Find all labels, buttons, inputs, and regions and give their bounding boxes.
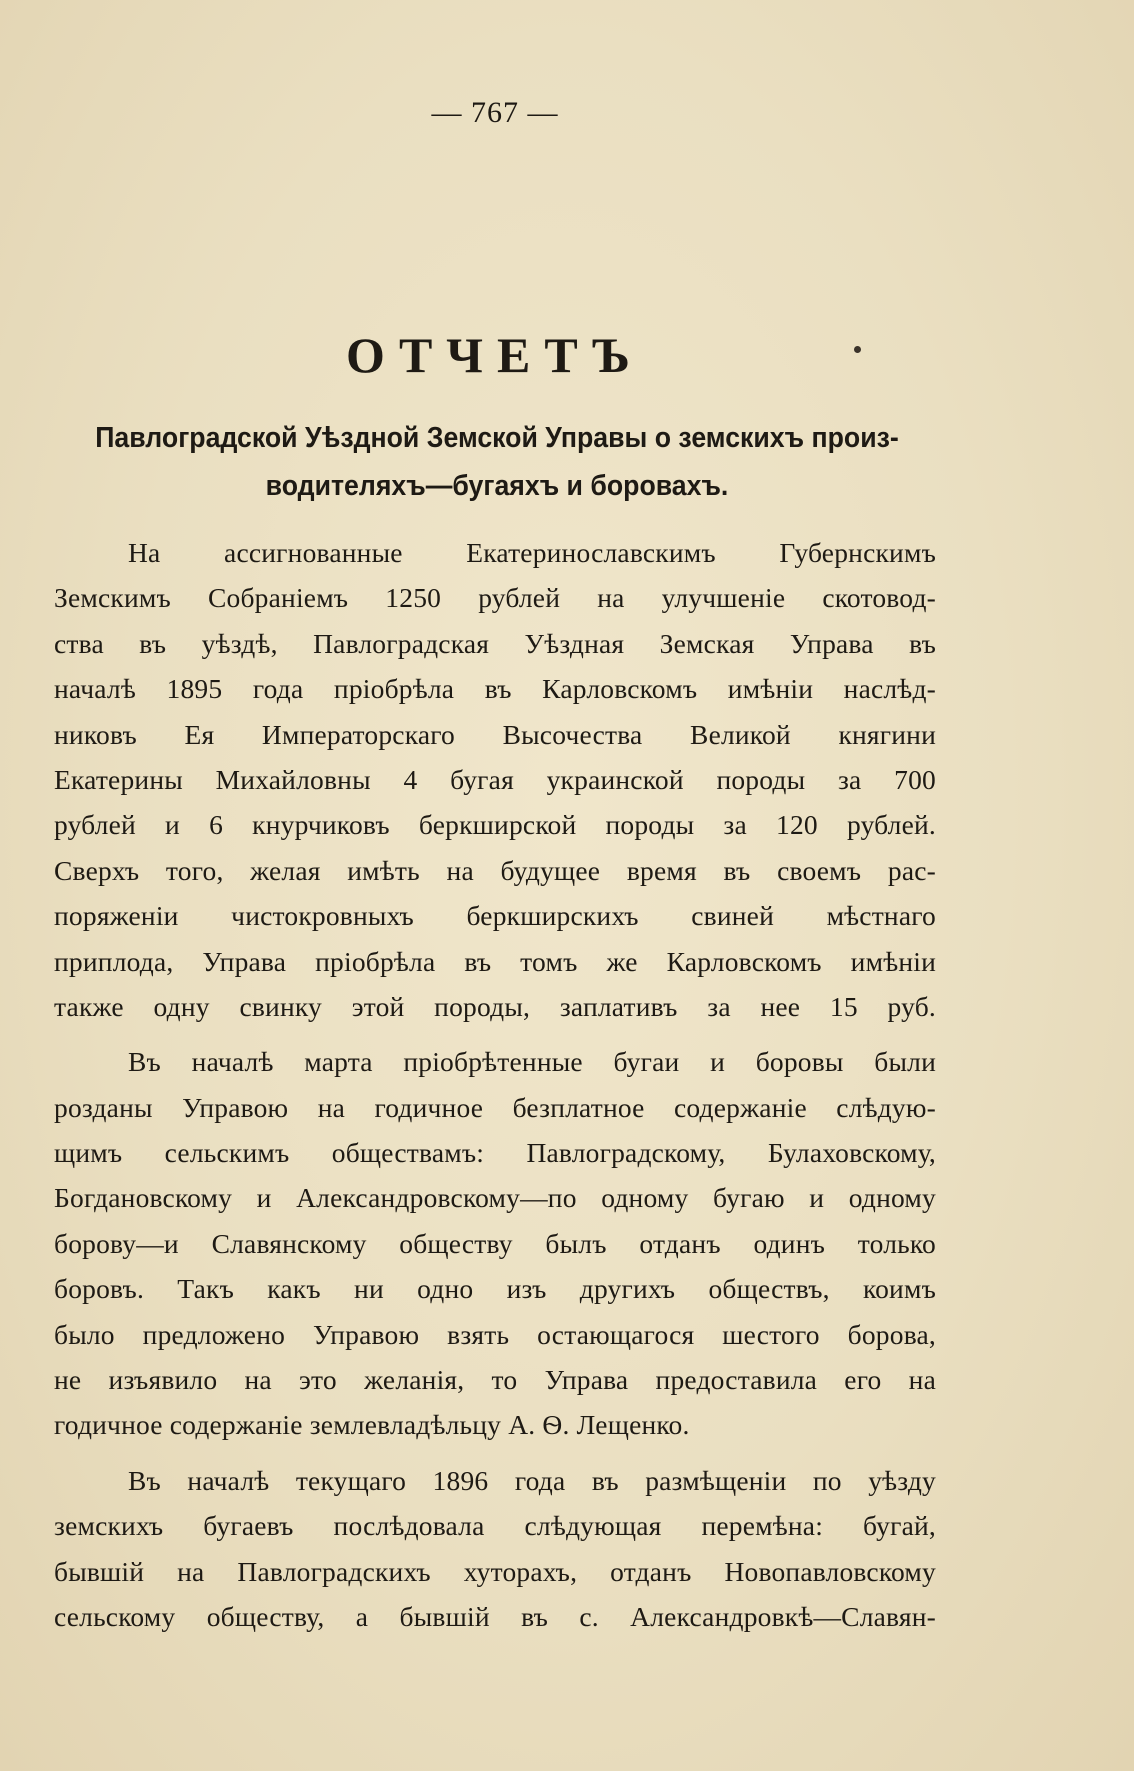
text-line: Екатерины Михайловны 4 бугая украинской породы за 700	[54, 763, 936, 795]
text-line: Въ началѣ марта пріобрѣтенные бугаи и боровы были	[128, 1046, 936, 1078]
text-line: было предложено Управою взять остающагося шестого борова,	[54, 1318, 936, 1350]
text-line: борову—и Славянскому обществу былъ отданъ одинъ только	[54, 1227, 936, 1259]
page-number: — 767 —	[431, 96, 559, 129]
text-line: годичное содержаніе землевладѣльцу А. Ѳ. Лещенко.	[54, 1409, 690, 1441]
text-line: бывшій на Павлоградскихъ хуторахъ, отданъ Новопавловскому	[54, 1555, 936, 1587]
text-line: никовъ Ея Императорскаго Высочества Великой княгини	[54, 718, 936, 750]
text-line: земскихъ бугаевъ послѣдовала слѣдующая перемѣна: бугай,	[54, 1510, 936, 1542]
report-subtitle	[88, 414, 907, 510]
text-line: боровъ. Такъ какъ ни одно изъ другихъ обществъ, коимъ	[54, 1273, 936, 1305]
text-line: Сверхъ того, желая имѣть на будущее время въ своемъ рас-	[54, 854, 936, 886]
subtitle-line: Павлоградской Уѣздной Земской Управы о земскихъ произ-	[95, 422, 899, 454]
text-line: не изъявило на это желанія, то Управа предоставила его на	[54, 1364, 936, 1396]
paragraph	[54, 1039, 936, 1448]
text-line: также одну свинку этой породы, заплативъ за нее 15 руб.	[54, 990, 936, 1022]
text-line: розданы Управою на годичное безплатное содержаніе слѣдую-	[54, 1091, 936, 1123]
text-line: На ассигнованные Екатеринославскимъ Губернскимъ	[128, 537, 936, 568]
text-line: Богдановскому и Александровскому—по одному бугаю и одному	[54, 1182, 936, 1214]
subtitle-line: водителяхъ—бугаяхъ и боровахъ.	[265, 470, 729, 502]
text-line: сельскому обществу, а бывшій въ с. Александровкѣ—Славян-	[54, 1600, 936, 1632]
text-line: рублей и 6 кнурчиковъ беркширской породы за 120 рублей.	[54, 809, 936, 841]
paragraph	[54, 530, 936, 1029]
text-line: поряженіи чистокровныхъ беркширскихъ свиней мѣстнаго	[54, 900, 936, 932]
text-line: щимъ сельскимъ обществамъ: Павлоградскому, Булаховскому,	[54, 1137, 936, 1169]
text-line: ства въ уѣздѣ, Павлоградская Уѣздная Земская Управа въ	[54, 627, 936, 659]
paragraph	[54, 1458, 936, 1640]
text-line: Земскимъ Собраніемъ 1250 рублей на улучшеніе скотовод-	[54, 582, 936, 614]
text-line: Въ началѣ текущаго 1896 года въ размѣщеніи по уѣзду	[128, 1464, 936, 1496]
text-line: началѣ 1895 года пріобрѣла въ Карловскомъ имѣніи наслѣд-	[54, 673, 936, 705]
text-line: приплода, Управа пріобрѣла въ томъ же Карловскомъ имѣніи	[54, 945, 936, 977]
body-text	[54, 530, 936, 1649]
report-title: ОТЧЕТЪ	[346, 327, 644, 383]
print-blemish	[854, 346, 861, 353]
